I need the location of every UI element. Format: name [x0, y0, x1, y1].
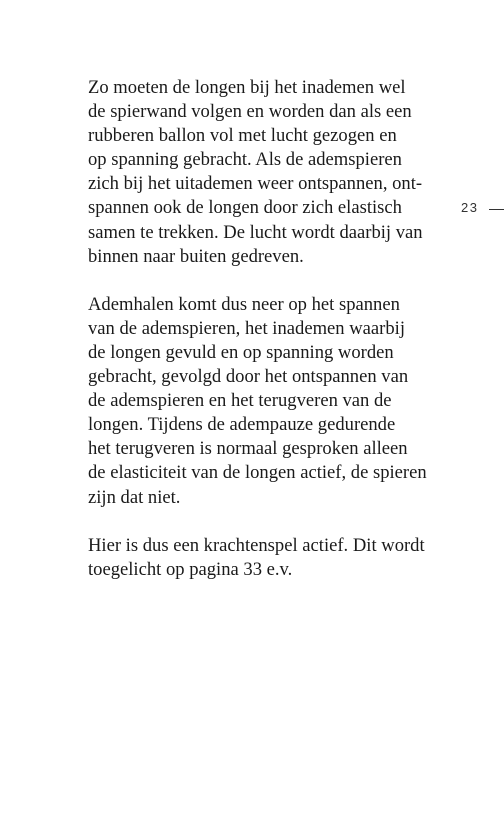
- text-line: spannen ook de longen door zich elastisch: [88, 197, 402, 219]
- text-line: het terugveren is normaal gesproken alleen: [88, 438, 408, 460]
- text-line: de elasticiteit van de longen actief, de spieren: [88, 462, 427, 484]
- text-line: Ademhalen komt dus neer op het spannen: [88, 293, 400, 315]
- page-number: 23: [461, 200, 479, 215]
- text-line: zich bij het uitademen weer ontspannen, ont-: [88, 173, 423, 195]
- text-line: de ademspieren en het terugveren van de: [88, 390, 392, 412]
- text-line: binnen naar buiten gedreven.: [88, 245, 304, 267]
- text-line: op spanning gebracht. Als de ademspieren: [88, 149, 402, 171]
- text-line: Hier is dus een krachtenspel actief. Dit wordt: [88, 534, 425, 556]
- text-line: Zo moeten de longen bij het inademen wel: [88, 77, 406, 98]
- page-body: [88, 76, 440, 606]
- text-line: van de ademspieren, het inademen waarbij: [88, 317, 405, 339]
- text-line: rubberen ballon vol met lucht gezogen en: [88, 125, 397, 147]
- paragraph-lung-mechanics: [88, 76, 440, 269]
- text-line: zijn dat niet.: [88, 486, 181, 508]
- text-line: longen. Tijdens de adempauze gedurende: [88, 414, 396, 436]
- page-number-rule: [489, 209, 504, 210]
- text-line: samen te trekken. De lucht wordt daarbij van: [88, 221, 423, 243]
- paragraph-force-interplay: [88, 534, 440, 582]
- paragraph-breathing-summary: [88, 293, 440, 510]
- text-line: de longen gevuld en op spanning worden: [88, 341, 394, 363]
- text-line: toegelicht op pagina 33 e.v.: [88, 558, 293, 580]
- text-line: de spierwand volgen en worden dan als een: [88, 101, 412, 123]
- text-line: gebracht, gevolgd door het ontspannen van: [88, 366, 409, 388]
